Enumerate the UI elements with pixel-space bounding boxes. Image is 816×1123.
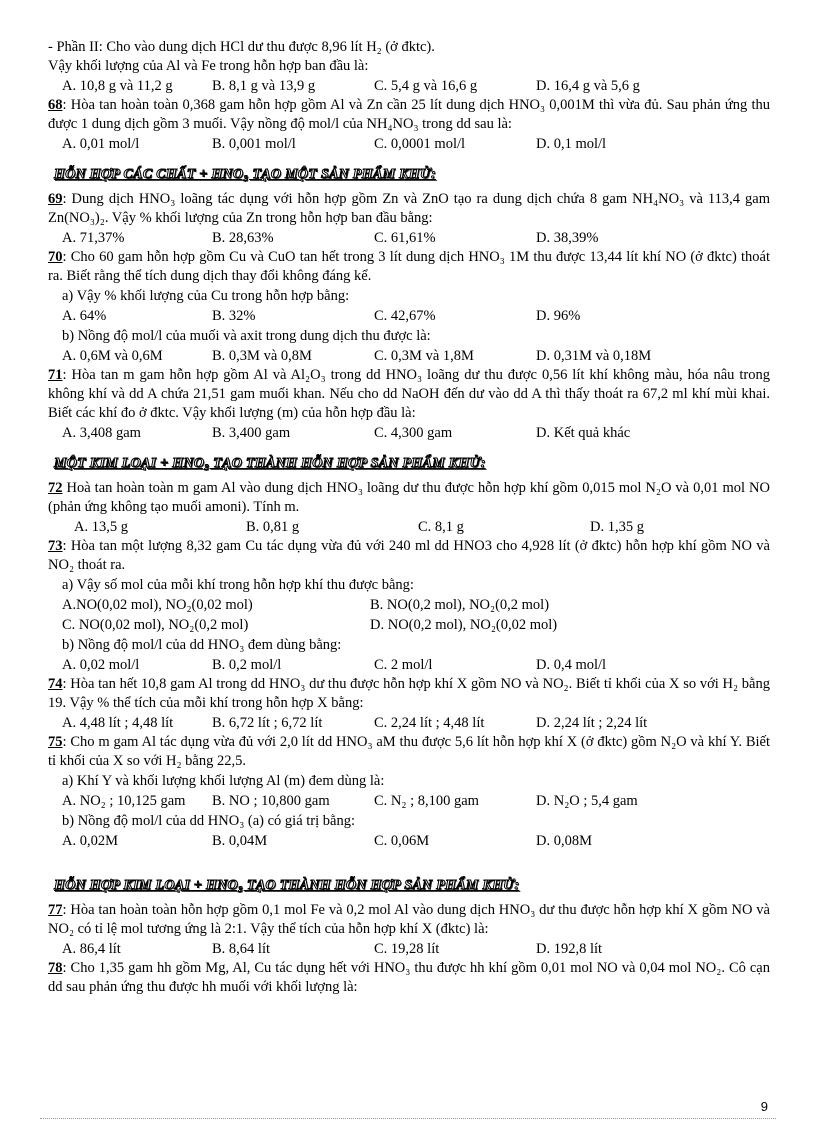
option-d: D. 96%	[536, 308, 581, 324]
options-row	[62, 134, 770, 154]
option-c: C. 2 mol/l	[374, 657, 433, 673]
option-b: B. 0,001 mol/l	[212, 136, 296, 152]
question-72	[48, 479, 770, 517]
option-d: D. 1,35 g	[590, 519, 644, 535]
section-heading: HỖN HỢP KIM LOẠI + HNO₃ TẠO THÀNH HỖN HỢP SẢN PHẨM KHỬ:	[54, 878, 520, 893]
question-70	[48, 248, 770, 286]
options-row	[62, 655, 770, 675]
option-d: D. 0,4 mol/l	[536, 657, 607, 673]
option-b: B. 0,2 mol/l	[212, 657, 282, 673]
question-number: 69	[48, 191, 63, 207]
option-a: A. 0,02 mol/l	[62, 657, 140, 673]
sub-question: b) Nồng độ mol/l của dd HNO₃ đem dùng bằng:	[62, 637, 342, 653]
option-c: C. 19,28 lít	[374, 941, 440, 957]
question-number: 71	[48, 367, 63, 383]
options-row	[62, 831, 770, 851]
option-d: D. 192,8 lít	[536, 941, 603, 957]
question-text: : Cho 60 gam hỗn hợp gồm Cu và CuO tan hết trong 3 lít dung dịch HNO₃ 1M thu được 13,44 lít khí NO (ở đktc) thoát ra. Biết rằng thể tích dung dịch thay đổi không đáng kể.	[48, 249, 770, 284]
option-d: D. Kết quả khác	[536, 425, 631, 441]
option-d: D. 0,08M	[536, 833, 592, 849]
question-75	[48, 733, 770, 771]
question-71	[48, 366, 770, 423]
question-number: 74	[48, 676, 63, 692]
sub-question: a) Vậy số mol của mỗi khí trong hỗn hợp khí thu được bằng:	[62, 577, 414, 593]
option-a: A. 4,48 lít ; 4,48 lít	[62, 715, 174, 731]
options-row	[62, 228, 770, 248]
option-c: C. 0,0001 mol/l	[374, 136, 466, 152]
option-a: A. 86,4 lít	[62, 941, 121, 957]
options-row	[74, 517, 770, 537]
option-a: A. 0,02M	[62, 833, 118, 849]
option-d: D. 0,1 mol/l	[536, 136, 607, 152]
option-a: A. NO₂ ; 10,125 gam	[62, 793, 186, 809]
option-a: A. 0,01 mol/l	[62, 136, 140, 152]
footer-divider	[40, 1118, 776, 1119]
option-d: D. NO(0,2 mol), NO₂(0,02 mol)	[370, 617, 558, 633]
option-d: D. 16,4 g và 5,6 g	[536, 78, 640, 94]
option-c: C. 5,4 g và 16,6 g	[374, 78, 478, 94]
question-text: : Hòa tan hết 10,8 gam Al trong dd HNO₃ dư thu được hỗn hợp khí X gồm NO và NO₂. Biết tỉ khối của X so với H₂ bằng 19. Vậy % thể tích của mỗi khí trong hỗn hợp X bằng:	[48, 676, 770, 711]
sub-question: a) Khí Y và khối lượng khối lượng Al (m) đem dùng là:	[62, 773, 385, 789]
options-row	[62, 346, 770, 366]
option-b: B. 0,3M và 0,8M	[212, 348, 312, 364]
question-73	[48, 537, 770, 575]
option-b: B. 0,81 g	[246, 519, 300, 535]
option-b: B. NO(0,2 mol), NO₂(0,2 mol)	[370, 597, 550, 613]
question-text: : Hòa tan hoàn toàn hỗn hợp gồm 0,1 mol Fe và 0,2 mol Al vào dung dịch HNO₃ dư thu được hỗn hợp khí X gồm NO và NO₂ có tỉ lệ mol tương ứng là 2:1. Vậy thể tích của hỗn hợp khí X (đktc) là:	[48, 902, 770, 937]
page-number: 9	[760, 1099, 768, 1114]
options-row	[62, 595, 770, 615]
options-row	[62, 423, 770, 443]
question-68	[48, 96, 770, 134]
question-number: 70	[48, 249, 63, 265]
option-a: A. 64%	[62, 308, 107, 324]
option-d: D. 38,39%	[536, 230, 599, 246]
question-text: Hoà tan hoàn toàn m gam Al vào dung dịch HNO₃ loãng dư thu được hỗn hợp khí gồm 0,015 mol N₂O và 0,01 mol NO (phản ứng không tạo muối amoni). Tính m.	[48, 480, 770, 515]
question-69	[48, 190, 770, 228]
options-row	[62, 713, 770, 733]
option-a: A. 13,5 g	[74, 519, 128, 535]
options-row	[62, 76, 770, 96]
question-74	[48, 675, 770, 713]
option-b: B. 8,1 g và 13,9 g	[212, 78, 316, 94]
options-row	[62, 939, 770, 959]
option-c: C. 2,24 lít ; 4,48 lít	[374, 715, 485, 731]
question-text: : Cho 1,35 gam hh gồm Mg, Al, Cu tác dụng hết với HNO₃ thu được hh khí gồm 0,01 mol NO và 0,04 mol NO₂. Cô cạn dd sau phản ứng thu được hh muối với khối lượng là:	[48, 960, 770, 995]
option-b: B. NO ; 10,800 gam	[212, 793, 330, 809]
option-c: C. 61,61%	[374, 230, 436, 246]
question-text: : Hòa tan m gam hỗn hợp gồm Al và Al₂O₃ trong dd HNO₃ loãng dư thu được 0,56 lít khí không màu, hóa nâu trong không khí và dd A chứa 21,51 gam muối khan. Nếu cho dd NaOH đến dư vào dd A thì thấy thoát ra 67,2 ml khí mùi khai. Biết các khí đo ở đktc. Vậy khối lượng (m) của hỗn hợp đầu là:	[48, 367, 770, 421]
option-d: D. 0,31M và 0,18M	[536, 348, 652, 364]
question-text: : Dung dịch HNO₃ loãng tác dụng với hỗn hợp gồm Zn và ZnO tạo ra dung dịch chứa 8 gam NH₄NO₃ và 113,4 gam Zn(NO₃)₂. Vậy % khối lượng của Zn trong hỗn hợp ban đầu bằng:	[48, 191, 770, 226]
question-number: 72	[48, 480, 63, 496]
option-b: B. 28,63%	[212, 230, 274, 246]
option-a: A. 3,408 gam	[62, 425, 141, 441]
option-a: A.NO(0,02 mol), NO₂(0,02 mol)	[62, 597, 253, 613]
option-a: A. 0,6M và 0,6M	[62, 348, 163, 364]
option-b: B. 32%	[212, 308, 256, 324]
sub-question: b) Nồng độ mol/l của dd HNO₃ (a) có giá trị bằng:	[62, 813, 355, 829]
question-text: : Hòa tan một lượng 8,32 gam Cu tác dụng vừa đủ với 240 ml dd HNO3 cho 4,928 lít (ở đktc) hỗn hợp khí gồm NO và NO₂ thoát ra.	[48, 538, 770, 573]
section-heading: HỖN HỢP CÁC CHẤT + HNO₃ TẠO MỘT SẢN PHẨM KHỬ:	[54, 167, 437, 182]
options-row	[62, 791, 770, 811]
question-77	[48, 901, 770, 939]
option-c: C. 42,67%	[374, 308, 436, 324]
option-d: D. N₂O ; 5,4 gam	[536, 793, 638, 809]
sub-question: b) Nồng độ mol/l của muối và axit trong dung dịch thu được là:	[62, 328, 431, 344]
question-text: : Hòa tan hoàn toàn 0,368 gam hỗn hợp gồm Al và Zn cần 25 lít dung dịch HNO₃ 0,001M thì vừa đủ. Sau phản ứng thu được 1 dung dịch gồm 3 muối. Vậy nồng độ mol/l của NH₄NO₃ trong dd sau là:	[48, 97, 770, 132]
intro-question: Vậy khối lượng của Al và Fe trong hỗn hợp ban đầu là:	[48, 58, 369, 74]
option-c: C. N₂ ; 8,100 gam	[374, 793, 479, 809]
question-number: 75	[48, 734, 63, 750]
option-a: A. 71,37%	[62, 230, 125, 246]
option-c: C. 0,06M	[374, 833, 430, 849]
intro-line: - Phần II: Cho vào dung dịch HCl dư thu được 8,96 lít H₂ (ở đktc).	[48, 39, 435, 55]
option-c: C. 4,300 gam	[374, 425, 453, 441]
option-b: B. 0,04M	[212, 833, 268, 849]
question-number: 78	[48, 960, 63, 976]
option-c: C. NO(0,02 mol), NO₂(0,2 mol)	[62, 617, 249, 633]
option-a: A. 10,8 g và 11,2 g	[62, 78, 173, 94]
option-c: C. 8,1 g	[418, 519, 464, 535]
question-number: 68	[48, 97, 63, 113]
option-b: B. 6,72 lít ; 6,72 lít	[212, 715, 323, 731]
sub-question: a) Vậy % khối lượng của Cu trong hỗn hợp bằng:	[62, 288, 350, 304]
question-number: 77	[48, 902, 63, 918]
option-b: B. 3,400 gam	[212, 425, 291, 441]
option-c: C. 0,3M và 1,8M	[374, 348, 474, 364]
options-row	[62, 615, 770, 635]
question-number: 73	[48, 538, 63, 554]
question-78	[48, 959, 770, 997]
section-heading: MỘT KIM LOẠI + HNO₃ TẠO THÀNH HỖN HỢP SẢN PHẨM KHỬ:	[54, 456, 486, 471]
question-text: : Cho m gam Al tác dụng vừa đủ với 2,0 lít dd HNO₃ aM thu được 5,6 lít hỗn hợp khí X (ở đktc) gồm N₂O và khí Y. Biết tỉ khối của X so với H₂ bằng 22,5.	[48, 734, 770, 769]
option-b: B. 8,64 lít	[212, 941, 271, 957]
document-page	[48, 38, 770, 997]
options-row	[62, 306, 770, 326]
option-d: D. 2,24 lít ; 2,24 lít	[536, 715, 648, 731]
